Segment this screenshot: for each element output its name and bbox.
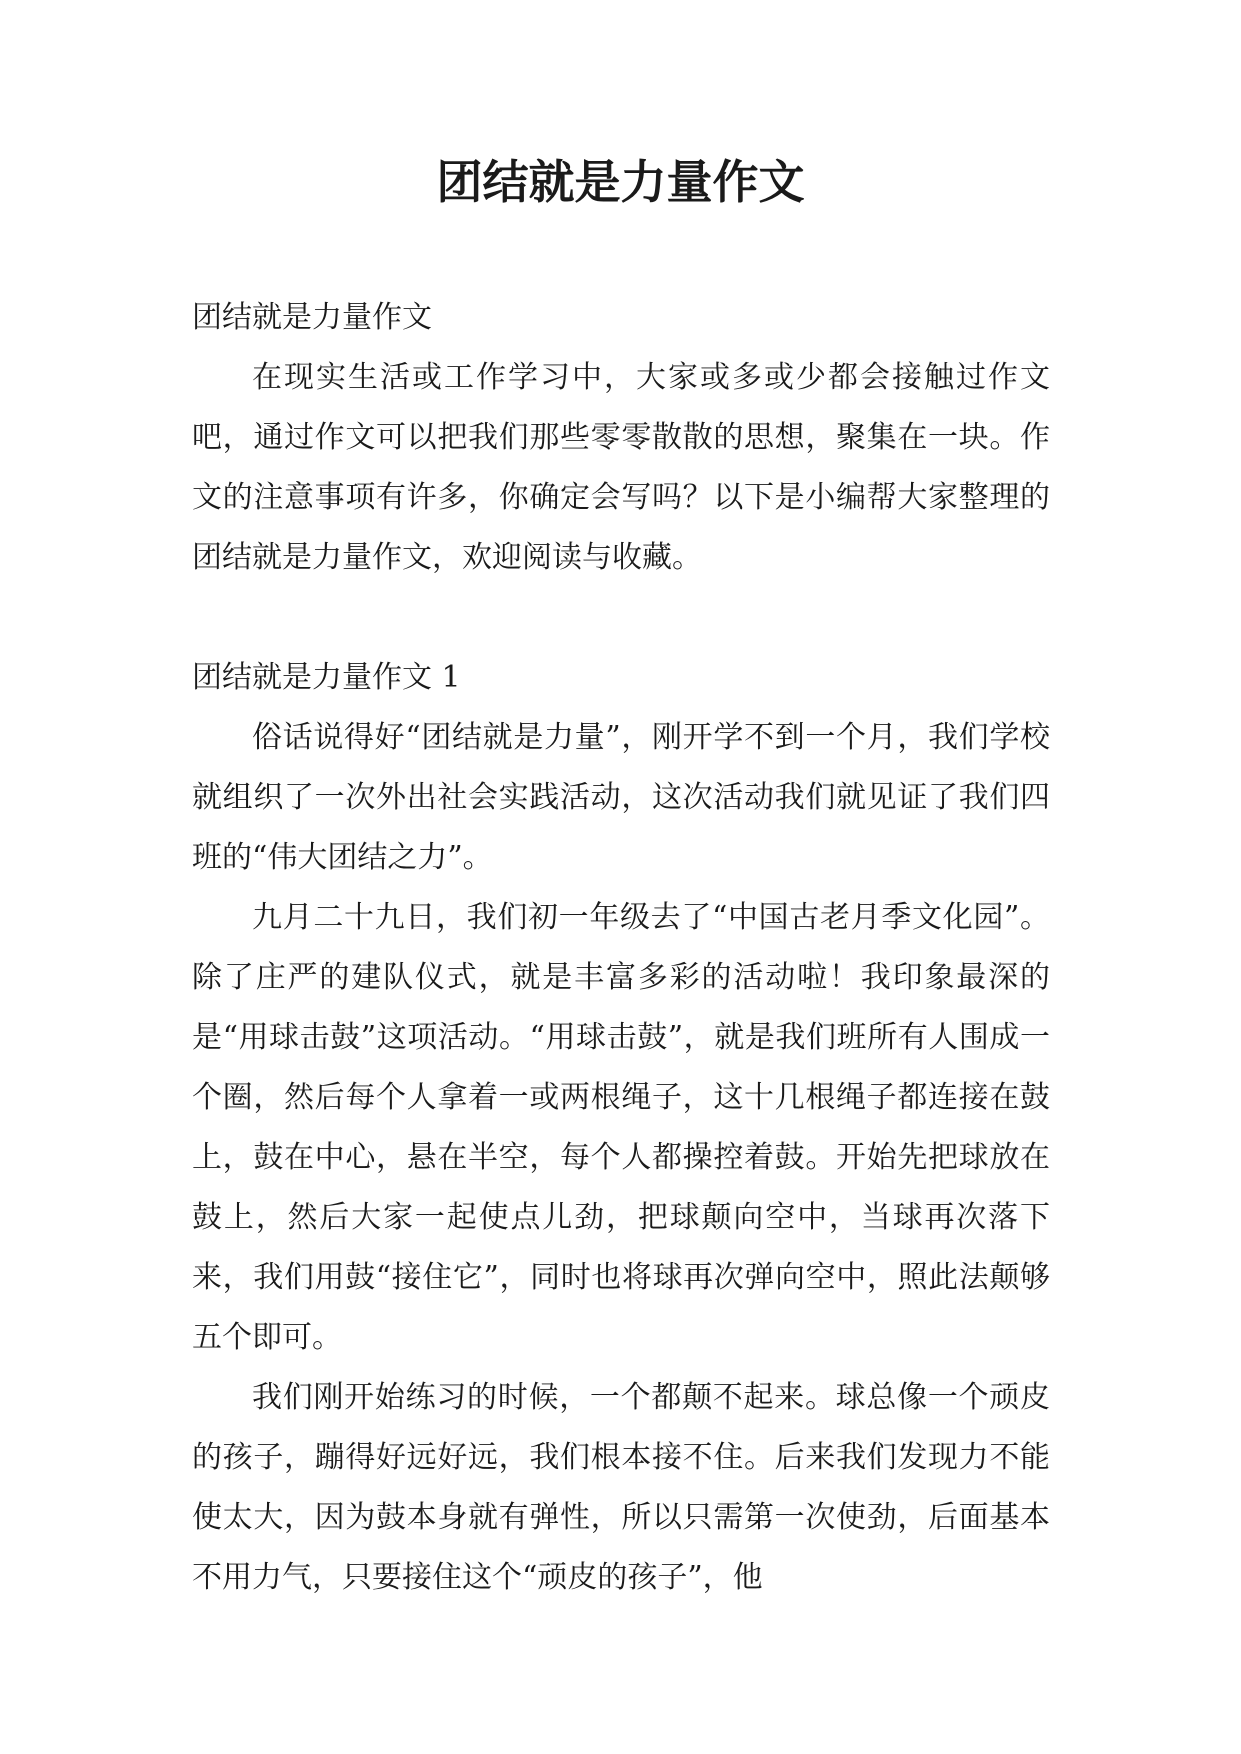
intro-paragraph: 在现实生活或工作学习中，大家或多或少都会接触过作文吧，通过作文可以把我们那些零零散散的思想，聚集在一块。作文的注意事项有许多，你确定会写吗？以下是小编帮大家整理的团结就是力量作文，欢迎阅读与收藏。 [192, 360, 1050, 575]
body-paragraph: 我们刚开始练习的时候，一个都颠不起来。球总像一个顽皮的孩子，蹦得好远好远，我们根本接不住。后来我们发现力不能使太大，因为鼓本身就有弹性，所以只需第一次使劲，后面基本不用力气，只要接住这个“顽皮的孩子”，他 [192, 1380, 1050, 1595]
document-title: 团结就是力量作文 [436, 155, 805, 209]
document-body [192, 288, 1050, 1608]
body-paragraph: 俗话说得好“团结就是力量”，刚开学不到一个月，我们学校就组织了一次外出社会实践活动，这次活动我们就见证了我们四班的“伟大团结之力”。 [192, 720, 1050, 875]
section-heading: 团结就是力量作文 1 [192, 660, 461, 695]
section-spacer [192, 588, 1050, 648]
subtitle: 团结就是力量作文 [192, 300, 432, 335]
body-paragraph: 九月二十九日，我们初一年级去了“中国古老月季文化园”。除了庄严的建队仪式，就是丰富多彩的活动啦！我印象最深的是“用球击鼓”这项活动。“用球击鼓”，就是我们班所有人围成一个圈，然后每个人拿着一或两根绳子，这十几根绳子都连接在鼓上，鼓在中心，悬在半空，每个人都操控着鼓。开始先把球放在鼓上，然后大家一起使点儿劲，把球颠向空中，当球再次落下来，我们用鼓“接住它”，同时也将球再次弹向空中，照此法颠够五个即可。 [192, 900, 1050, 1355]
